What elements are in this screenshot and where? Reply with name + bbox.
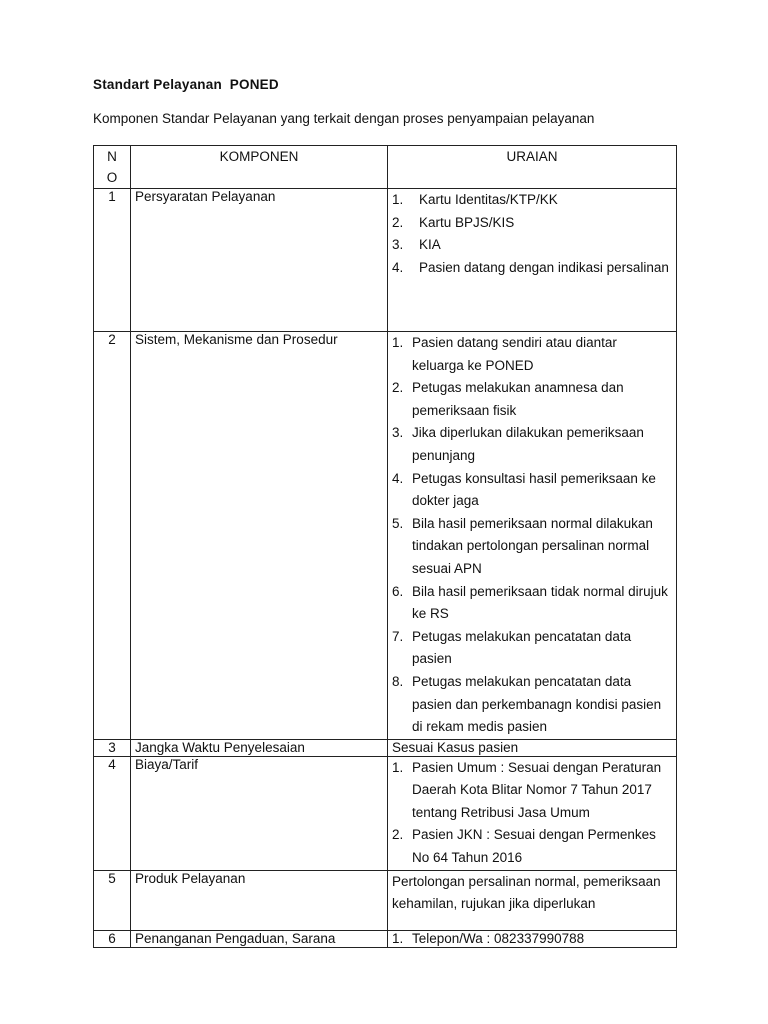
row-komponen: Produk Pelayanan — [131, 870, 388, 930]
document-title: Standart Pelayanan PONED — [93, 77, 279, 92]
row-number: 2 — [94, 332, 131, 740]
list-number: 6. — [392, 583, 404, 599]
list-item — [392, 422, 672, 467]
table-row — [94, 332, 677, 740]
table-row — [94, 739, 677, 756]
row-komponen: Jangka Waktu Penyelesaian — [131, 739, 388, 756]
list-text: Petugas melakukan pencatatan data pasien — [412, 628, 632, 667]
uraian-list — [392, 757, 672, 870]
uraian-list — [392, 189, 672, 279]
list-number: 3. — [392, 237, 404, 253]
list-item — [392, 332, 672, 377]
row-uraian — [388, 756, 677, 870]
list-item — [392, 189, 672, 212]
list-text: Pasien JKN : Sesuai dengan Permenkes No 64 Tahun 2016 — [412, 827, 656, 866]
list-item — [392, 824, 672, 869]
list-item — [392, 671, 672, 739]
row-number: 6 — [94, 930, 131, 947]
list-number: 4. — [392, 470, 404, 486]
list-number: 1. — [392, 759, 404, 775]
list-item — [392, 468, 672, 513]
row-uraian: Pertolongan persalinan normal, pemeriksaan kehamilan, rujukan jika diperlukan — [388, 870, 677, 930]
list-text: Telepon/Wa : 082337990788 — [412, 930, 585, 946]
list-text: Jika diperlukan dilakukan pemeriksaan penunjang — [412, 425, 644, 463]
table-header-row — [94, 146, 677, 189]
list-text: Petugas konsultasi hasil pemeriksaan ke dokter jaga — [412, 470, 656, 509]
list-item — [392, 931, 672, 947]
table-row — [94, 930, 677, 947]
list-number: 7. — [392, 628, 404, 644]
list-text: Bila hasil pemeriksaan tidak normal dirujuk ke RS — [412, 583, 668, 622]
list-number: 8. — [392, 673, 404, 689]
header-no: N O — [94, 146, 131, 189]
standards-table — [93, 145, 677, 948]
row-number: 1 — [94, 189, 131, 332]
row-number: 4 — [94, 756, 131, 870]
uraian-list — [392, 931, 672, 947]
row-uraian: Sesuai Kasus pasien — [388, 739, 677, 756]
list-item — [392, 377, 672, 422]
table-row — [94, 756, 677, 870]
header-komponen: KOMPONEN — [131, 146, 388, 189]
row-komponen: Penanganan Pengaduan, Sarana — [131, 930, 388, 947]
row-komponen: Persyaratan Pelayanan — [131, 189, 388, 332]
uraian-list — [392, 332, 672, 739]
table-row — [94, 189, 677, 332]
list-number: 5. — [392, 515, 404, 531]
header-uraian: URAIAN — [388, 146, 677, 189]
list-text: Petugas melakukan pencatatan data pasien dan perkembanagn kondisi pasien di rekam medis pasien — [412, 673, 662, 735]
row-number: 5 — [94, 870, 131, 930]
row-komponen: Biaya/Tarif — [131, 756, 388, 870]
list-number: 2. — [392, 827, 404, 843]
list-item — [392, 757, 672, 825]
list-item — [392, 626, 672, 671]
list-number: 3. — [392, 425, 404, 441]
list-item — [392, 257, 672, 280]
list-text: Pasien datang dengan indikasi persalinan — [419, 259, 669, 275]
row-uraian — [388, 332, 677, 740]
row-uraian — [388, 930, 677, 947]
list-number: 1. — [392, 930, 404, 946]
list-text: Pasien datang sendiri atau diantar keluarga ke PONED — [412, 335, 617, 373]
list-text: Petugas melakukan anamnesa dan pemeriksaan fisik — [412, 380, 624, 418]
list-number: 1. — [392, 335, 404, 350]
list-number: 2. — [392, 214, 404, 230]
list-number: 1. — [392, 192, 404, 207]
row-komponen: Sistem, Mekanisme dan Prosedur — [131, 332, 388, 740]
list-text: Bila hasil pemeriksaan normal dilakukan tindakan pertolongan persalinan normal sesuai APN — [412, 515, 653, 576]
list-number: 4. — [392, 259, 404, 275]
document-subtitle: Komponen Standar Pelayanan yang terkait dengan proses penyampaian pelayanan — [93, 111, 595, 126]
list-item — [392, 234, 672, 257]
row-number: 3 — [94, 739, 131, 756]
list-item — [392, 513, 672, 581]
list-text: Kartu BPJS/KIS — [419, 214, 515, 230]
list-text: KIA — [419, 237, 441, 253]
list-text: Pasien Umum : Sesuai dengan Peraturan Daerah Kota Blitar Nomor 7 Tahun 2017 tentang Retribusi Jasa Umum — [412, 759, 662, 820]
list-item — [392, 212, 672, 235]
table-row — [94, 870, 677, 930]
list-item — [392, 581, 672, 626]
row-uraian — [388, 189, 677, 332]
list-text: Kartu Identitas/KTP/KK — [419, 192, 558, 207]
list-number: 2. — [392, 380, 404, 396]
